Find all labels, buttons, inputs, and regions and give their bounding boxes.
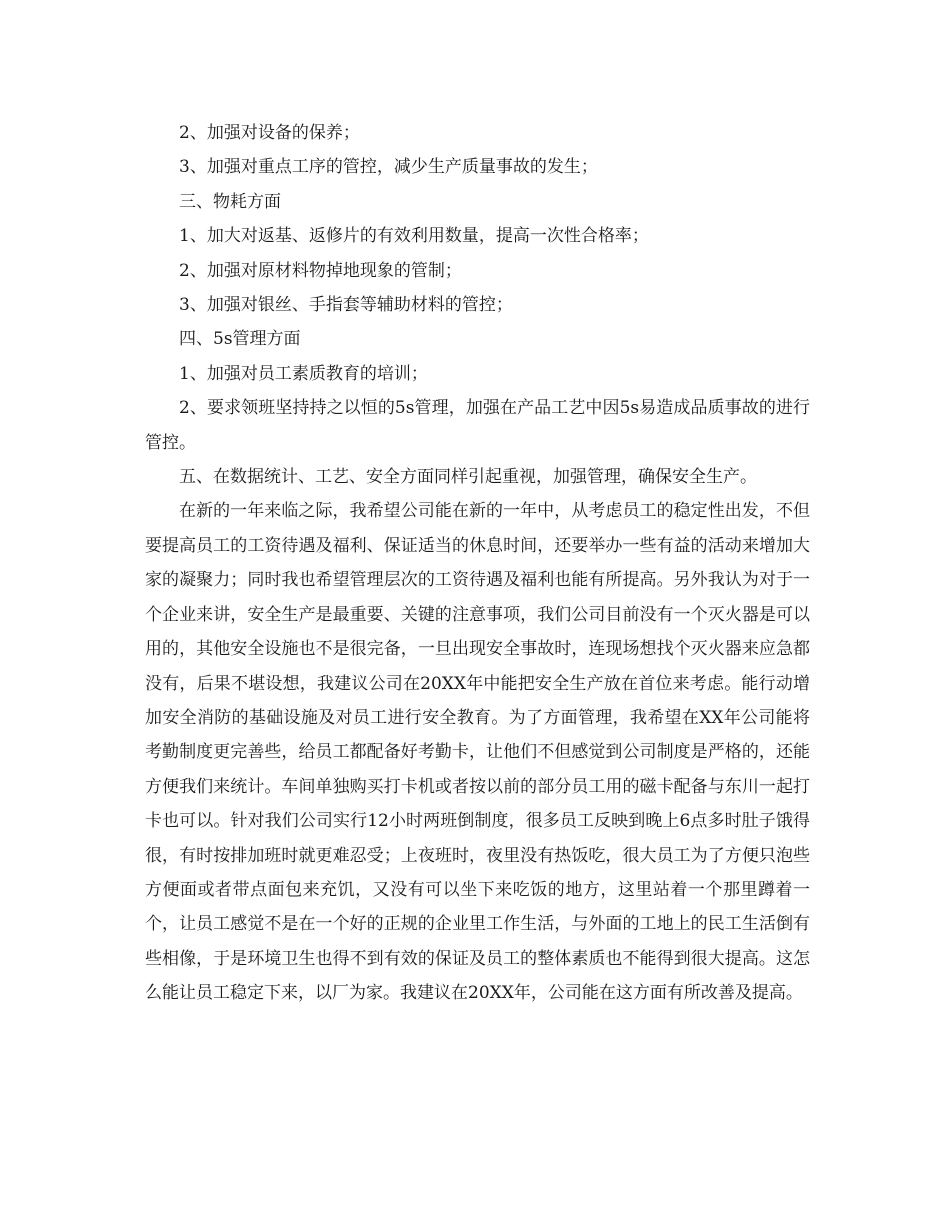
list-item-staff-training: 1、加强对员工素质教育的培训； [179,363,428,384]
list-item-material-drop-control: 2、加强对原材料物掉地现象的管制； [179,260,462,281]
list-item-equipment-maintenance: 2、加强对设备的保养； [179,123,360,143]
section-heading-material-consumption: 三、物耗方面 [179,191,281,212]
list-item-auxiliary-material-control: 3、加强对银丝、手指套等辅助材料的管控； [179,295,513,316]
section-heading-statistics-safety: 五、在数据统计、工艺、安全方面同样引起重视，加强管理，确保安全生产。 [179,467,757,488]
list-item-key-process-control: 3、加强对重点工序的管控，减少生产质量事故的发生； [179,157,598,178]
list-item-5s-persistence: 2、要求领班坚持持之以恒的5s管理，加强在产品工艺中因5s易造成品质事故的进行管控。 [145,398,810,453]
body-paragraph-new-year-suggestions: 在新的一年来临之际，我希望公司能在新的一年中，从考虑员工的稳定性出发，不但要提高员工的工资待遇及福利、保证适当的休息时间，还要举办一些有益的活动来增加大家的凝聚力；同时我也希望管理层次的工资待遇及福利也能有所提高。另外我认为对于一个企业来讲，安全生产是最重要、关键的注意事项，我们公司目前没有一个灭火器是可以用的，其他安全设施也不是很完备，一旦出现安全事故时，连现场想找个灭火器来应急都没有，后果不堪设想，我建议公司在20XX年中能把安全生产放在首位来考虑。能行动增加安全消防的基础设施及对员工进行安全教育。为了方面管理，我希望在XX年公司能将考勤制度更完善些，给员工都配备好考勤卡，让他们不但感觉到公司制度是严格的，还能方便我们来统计。车间单独购买打卡机或者按以前的部分员工用的磁卡配备与东川一起打卡也可以。针对我们公司实行12小时两班倒制度，很多员工反映到晚上6点多时肚子饿得很，有时按排加班时就更难忍受；上夜班时，夜里没有热饭吃，很大员工为了方便只泡些方便面或者带点面包来充饥，又没有可以坐下来吃饭的地方，这里站着一个那里蹲着一个，让员工感觉不是在一个好的正规的企业里工作生活，与外面的工地上的民工生活倒有些相像，于是环境卫生也得不到有效的保证及员工的整体素质也不能得到很大提高。这怎么能让员工稳定下来，以厂为家。我建议在20XX年，公司能在这方面有所改善及提高。 [145,501,810,1004]
section-heading-5s-management: 四、5s管理方面 [179,329,301,350]
list-item-rework-utilization: 1、加大对返基、返修片的有效利用数量，提高一次性合格率； [179,226,649,247]
